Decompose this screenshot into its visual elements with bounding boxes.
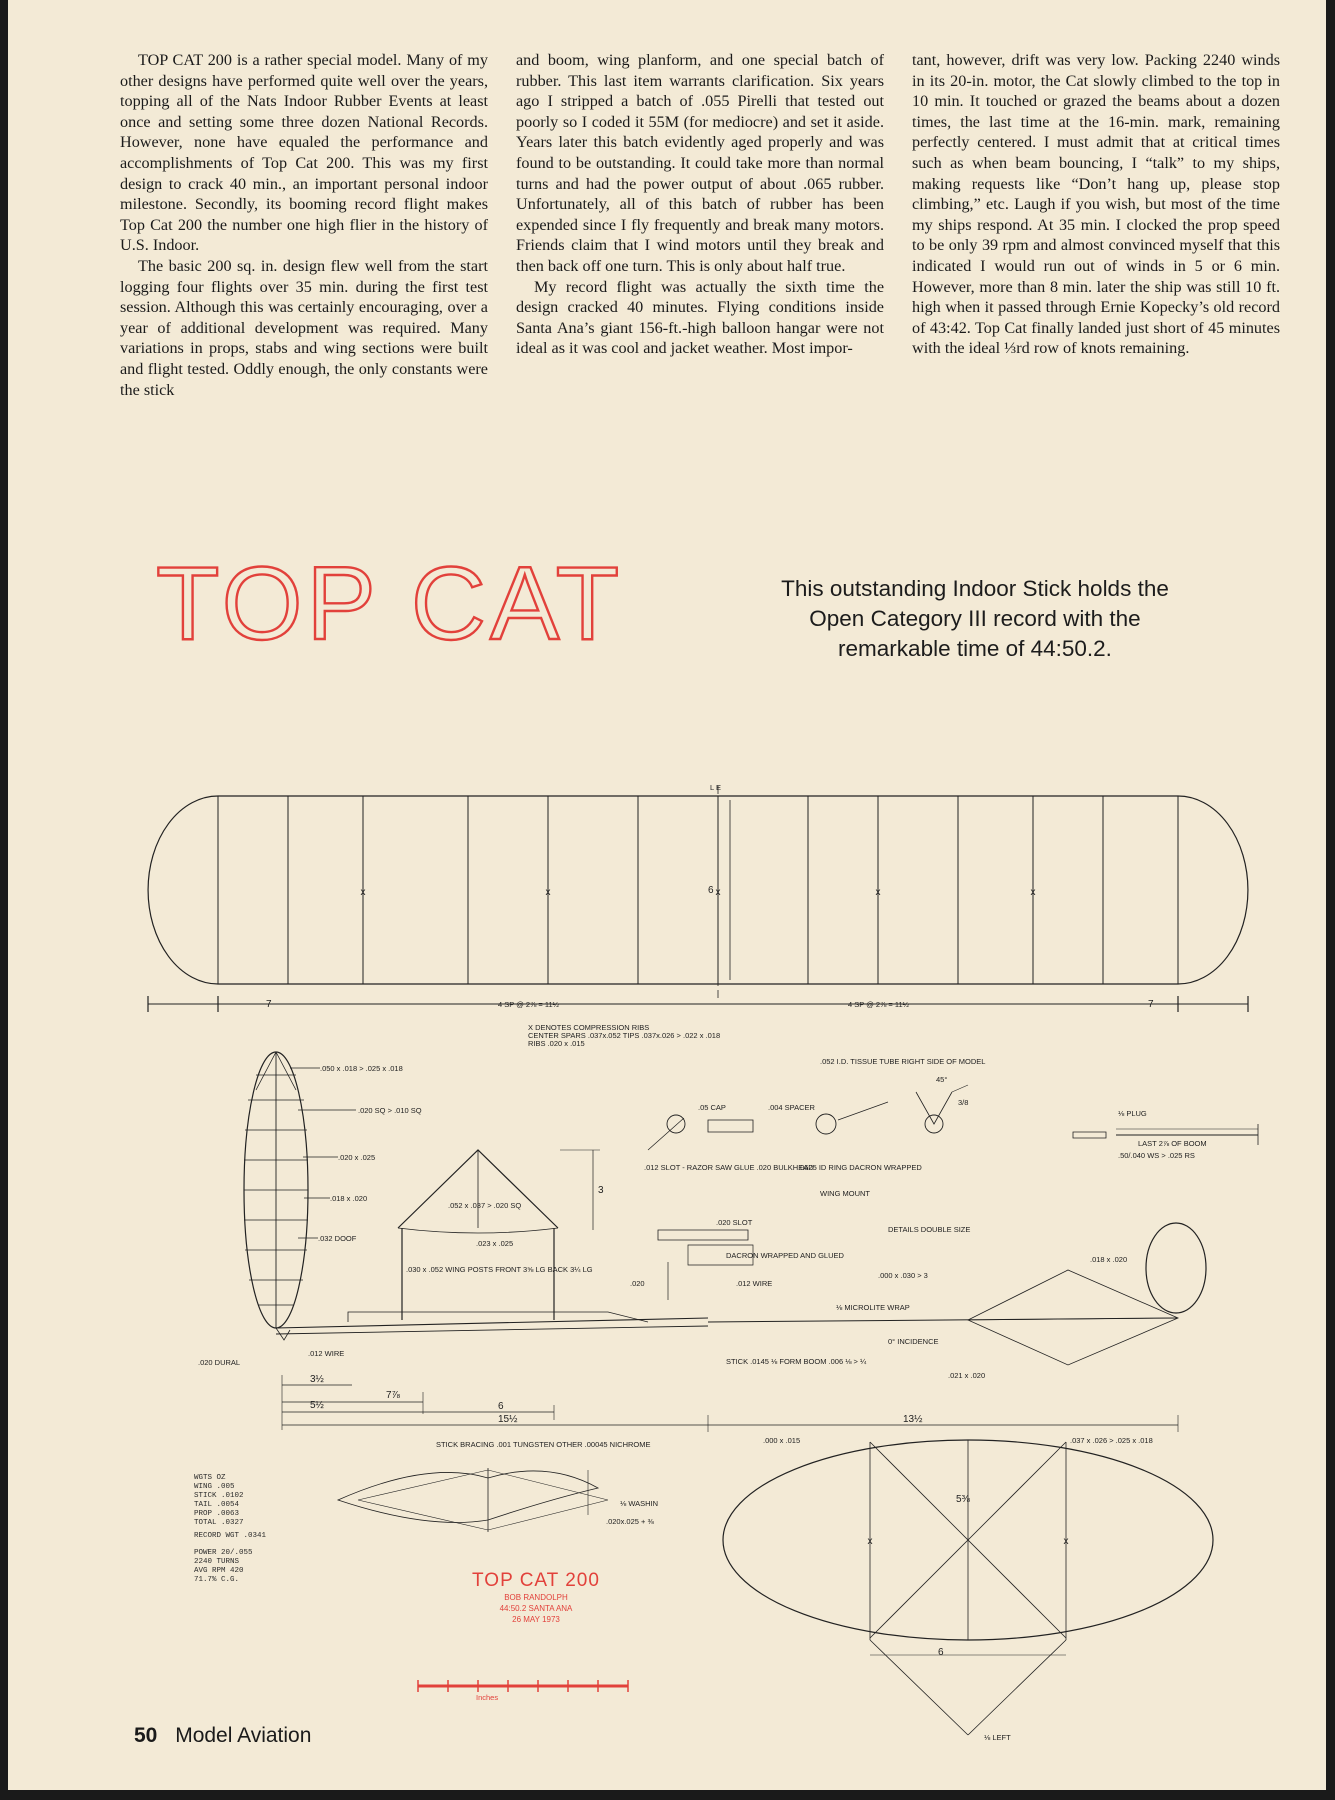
plan-label: 13½	[903, 1414, 923, 1425]
plan-label: 6	[498, 1401, 504, 1412]
page-footer	[134, 1724, 311, 1748]
plan-label: .030 x .052 WING POSTS FRONT 3⅝ LG BACK 3¼ LG	[406, 1265, 593, 1274]
plan-label: ⅛ WASHIN	[620, 1499, 659, 1508]
plan-title: TOP CAT 200	[472, 1570, 600, 1591]
plan-note-line: CENTER SPARS .037x.052 TIPS .037x.026 > .022 x .018	[528, 1031, 721, 1040]
plan-label: .037 x .026 > .025 x .018	[1070, 1436, 1153, 1445]
svg-text:x: x	[1063, 1536, 1069, 1547]
plan-label: .021 x .020	[948, 1371, 986, 1380]
paragraph: TOP CAT 200 is a rather special model. Many of my other designs have performed quite well over the years, topping all of the Nats Indoor Rubber Events at least once and setting some three dozen National Records. However, none have equaled the performance and accomplishments of Top Cat 200. This was my first design to crack 40 min., an important personal indoor milestone. Secondly, its booming record flight makes Top Cat 200 the number one high flier in the history of U.S. Indoor.	[120, 51, 488, 255]
weights-row: TAIL .0054	[194, 1501, 240, 1509]
magazine-name: Model Aviation	[175, 1724, 312, 1747]
magazine-page	[8, 0, 1326, 1790]
plan-label: 6	[708, 885, 714, 896]
paragraph: and boom, wing planform, and one special batch of rubber. This last item warrants clarification. Six years ago I stripped a batch of .055 Pirelli that tested out poorly so I coded it 55M (for mediocre) and set it aside. Years later this batch evidently aged properly and was found to be outstanding. It could take more than normal turns and had the power output of about .065 rubber. Unfortunately, all of this batch of rubber has been expended since I fly frequently and break many motors. Friends claim that I wind motors until they break and then back off one turn. This is only about half true.	[516, 51, 884, 275]
plan-label: 4 SP @ 2⅞ = 11½	[848, 1000, 909, 1009]
plan-label: .020 SLOT	[716, 1218, 753, 1227]
plan-label: 7	[1148, 999, 1154, 1010]
plan-label: .012 SLOT - RAZOR SAW GLUE .020 BULKHEAD	[644, 1163, 814, 1172]
plan-label: L E	[710, 783, 721, 792]
svg-text:x: x	[545, 887, 551, 898]
plan-designer: BOB RANDOLPH	[504, 1593, 568, 1602]
plan-label: .020x.025 + ⅜	[606, 1517, 654, 1526]
plan-record: 44:50.2 SANTA ANA	[499, 1604, 573, 1613]
svg-text:x: x	[1030, 887, 1036, 898]
plan-label: .020 x .025	[338, 1153, 376, 1162]
plan-label: .004 SPACER	[768, 1103, 815, 1112]
weights-row: PROP .0063	[194, 1510, 240, 1518]
paragraph: tant, however, drift was very low. Packing 2240 winds in its 20-in. motor, the Cat slowly climbed to the top in 10 min. It touched or grazed the beams about a dozen times, the last time at the 16-min. mark, remaining perfectly centered. I must admit that at critical times such as when beam bouncing, I “talk” to my ships, making requests like “Don’t hang up, please stop climbing,” etc. Laugh if you wish, but most of the time my ships respond. At 35 min. I clocked the prop speed to be only 39 rpm and almost convinced myself that this indicated I would run out of winds in 5 or 6 min. However, more than 8 min. later the ship was still 10 ft. high when it passed through Ernie Kopecky’s old record of 43:42. Top Cat finally landed just short of 45 minutes with the ideal ⅓rd row of knots remaining.	[912, 51, 1280, 358]
plan-label: .0625 ID RING DACRON WRAPPED	[798, 1163, 922, 1172]
plan-label: .052 I.D. TISSUE TUBE RIGHT SIDE OF MODEL	[820, 1057, 986, 1066]
plan-label: .012 WIRE	[736, 1279, 773, 1288]
plan-label: 45°	[936, 1075, 948, 1084]
plan-label: DACRON WRAPPED AND GLUED	[726, 1251, 844, 1260]
plan-label: 7	[266, 999, 272, 1010]
propeller-side	[338, 1471, 598, 1523]
plan-label: 3½	[310, 1374, 324, 1385]
plan-label: 5⅜	[956, 1494, 970, 1505]
weights-row: STICK .0102	[194, 1492, 244, 1500]
plan-label: STICK .0145 ⅛ FORM BOOM .006 ⅛ > ¼	[726, 1357, 867, 1366]
plan-label: ⅛ PLUG	[1118, 1109, 1147, 1118]
paragraph: The basic 200 sq. in. design flew well from the start logging four flights over 35 min. during the first test session. Although this was certainly encouraging, over a year of additional development was required. Many variations in props, stabs and wing sections were built and flight tested. Oddly enough, the only constants were the stick	[120, 256, 488, 399]
weights-row: WING .005	[194, 1483, 235, 1491]
plan-date: 26 MAY 1973	[512, 1615, 560, 1624]
stab-side	[968, 1270, 1178, 1365]
plan-label: .000 x .030 > 3	[878, 1271, 928, 1280]
svg-text:x: x	[875, 887, 881, 898]
scale-label: Inches	[476, 1693, 499, 1702]
plan-label: ⅛ LEFT	[984, 1733, 1011, 1742]
plan-label: .000 x .015	[763, 1436, 801, 1445]
page-number: 50	[134, 1724, 158, 1747]
headline: TOP CAT	[156, 546, 624, 662]
plan-label: .020	[630, 1279, 645, 1288]
plan-note-line: X DENOTES COMPRESSION RIBS	[528, 1023, 650, 1032]
plan-note-line: RIBS .020 x .015	[528, 1039, 585, 1048]
plan-label: .018 x .020	[1090, 1255, 1128, 1264]
plan-label: .50/.040 WS > .025 RS	[1118, 1151, 1195, 1160]
record-weight: RECORD WGT .0341	[194, 1532, 267, 1540]
wing-outline	[148, 796, 1248, 984]
plan-label: .018 x .020	[330, 1194, 368, 1203]
plan-label: 3	[598, 1185, 604, 1196]
plan-label: .050 x .018 > .025 x .018	[320, 1064, 403, 1073]
svg-text:x: x	[360, 887, 366, 898]
weights-header: WGTS OZ	[194, 1474, 226, 1482]
plan-label: .032 DOOF	[318, 1234, 357, 1243]
weights-row: TOTAL .0327	[194, 1519, 244, 1527]
motor-stick	[276, 1318, 708, 1328]
plan-label: 3/8	[958, 1098, 969, 1107]
plan-label: LAST 2⅞ OF BOOM	[1138, 1139, 1207, 1148]
plan-label: .023 x .025	[476, 1239, 514, 1248]
plan-label: .020 DURAL	[198, 1358, 241, 1367]
plan-label: WING MOUNT	[820, 1189, 870, 1198]
plan-label: .020 SQ > .010 SQ	[358, 1106, 422, 1115]
plan-title-block	[436, 1570, 636, 1625]
plan-label: 7⅞	[386, 1390, 400, 1401]
plan-label: DETAILS DOUBLE SIZE	[888, 1225, 971, 1234]
plan-label: 5½	[310, 1400, 324, 1411]
plan-label: 15½	[498, 1414, 518, 1425]
plan-label: 4 SP @ 2⅞ = 11½	[498, 1000, 559, 1009]
svg-text:x: x	[715, 887, 721, 898]
paragraph: My record flight was actually the sixth time the design cracked 40 minutes. Flying conditions inside Santa Ana’s giant 156-ft.-high balloon hangar were not ideal as it was cool and jacket weather. Most impor-	[516, 277, 884, 358]
plan-label: .05 CAP	[698, 1103, 726, 1112]
subtitle: This outstanding Indoor Stick holds the Open Category III record with the remarkable time of 44:50.2.	[781, 576, 1169, 661]
plan-label: STICK BRACING .001 TUNGSTEN OTHER .00045 NICHROME	[436, 1440, 651, 1449]
prop-view	[1146, 1223, 1206, 1313]
plan-notes	[528, 1023, 720, 1048]
plan-label: .052 x .037 > .020 SQ	[448, 1201, 522, 1210]
plan-label: 6	[938, 1647, 944, 1658]
weights-table	[194, 1474, 266, 1585]
plan-label: ⅛ MICROLITE WRAP	[836, 1303, 910, 1312]
svg-text:x: x	[867, 1536, 873, 1547]
plan-label: 0° INCIDENCE	[888, 1337, 939, 1346]
plan-label: .012 WIRE	[308, 1349, 345, 1358]
power-info: POWER 20/.055 2240 TURNS AVG RPM 420 71.7% C.G.	[194, 1549, 253, 1584]
